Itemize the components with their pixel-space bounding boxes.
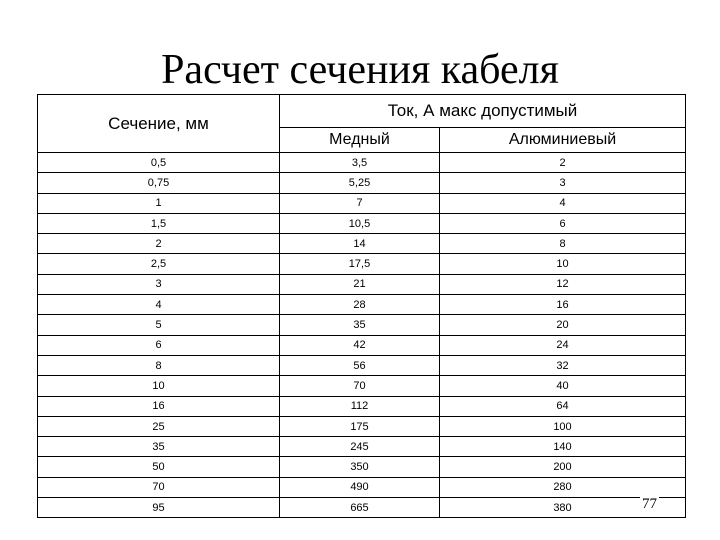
cell-aluminum: 2 [440, 153, 686, 173]
cell-copper: 42 [280, 335, 440, 355]
cell-section: 16 [38, 396, 280, 416]
cell-section: 8 [38, 355, 280, 375]
cell-aluminum: 8 [440, 234, 686, 254]
cable-section-table [37, 94, 686, 518]
cell-section: 3 [38, 274, 280, 294]
cell-section: 1 [38, 193, 280, 213]
cell-aluminum: 200 [440, 457, 686, 477]
table-row [38, 295, 686, 315]
table-row [38, 355, 686, 375]
cell-copper: 350 [280, 457, 440, 477]
cell-aluminum: 64 [440, 396, 686, 416]
cell-section: 70 [38, 477, 280, 497]
cell-aluminum: 40 [440, 376, 686, 396]
cell-section: 50 [38, 457, 280, 477]
cell-copper: 10,5 [280, 213, 440, 233]
cell-section: 4 [38, 295, 280, 315]
cell-copper: 70 [280, 376, 440, 396]
cell-section: 6 [38, 335, 280, 355]
cell-section: 2,5 [38, 254, 280, 274]
cell-section: 5 [38, 315, 280, 335]
page-number: 77 [642, 496, 657, 512]
table-row [38, 376, 686, 396]
cell-section: 0,5 [38, 153, 280, 173]
cell-aluminum: 3 [440, 173, 686, 193]
cell-section: 95 [38, 498, 280, 518]
cell-copper: 5,25 [280, 173, 440, 193]
cell-section: 25 [38, 416, 280, 436]
cell-aluminum: 280 [440, 477, 686, 497]
cell-copper: 14 [280, 234, 440, 254]
cell-aluminum: 4 [440, 193, 686, 213]
cell-aluminum: 24 [440, 335, 686, 355]
cell-copper: 35 [280, 315, 440, 335]
cell-section: 2 [38, 234, 280, 254]
cell-copper: 175 [280, 416, 440, 436]
cell-aluminum: 140 [440, 437, 686, 457]
table-body [38, 153, 686, 518]
cell-copper: 21 [280, 274, 440, 294]
table-row [38, 274, 686, 294]
cell-copper: 56 [280, 355, 440, 375]
cell-copper: 3,5 [280, 153, 440, 173]
table-row [38, 335, 686, 355]
cell-copper: 28 [280, 295, 440, 315]
cell-section: 0,75 [38, 173, 280, 193]
header-current: Ток, А макс допустимый [280, 95, 686, 128]
table-row [38, 213, 686, 233]
table-row [38, 396, 686, 416]
cell-section: 1,5 [38, 213, 280, 233]
table-row [38, 153, 686, 173]
cell-aluminum: 6 [440, 213, 686, 233]
cell-copper: 112 [280, 396, 440, 416]
cell-aluminum: 12 [440, 274, 686, 294]
table-row [38, 416, 686, 436]
table-row [38, 193, 686, 213]
cell-copper: 665 [280, 498, 440, 518]
header-copper: Медный [280, 128, 440, 153]
table-row [38, 498, 686, 518]
table-row [38, 437, 686, 457]
cell-aluminum: 100 [440, 416, 686, 436]
table-row [38, 173, 686, 193]
cell-copper: 245 [280, 437, 440, 457]
table-row [38, 457, 686, 477]
cell-copper: 490 [280, 477, 440, 497]
cell-copper: 17,5 [280, 254, 440, 274]
table-row [38, 315, 686, 335]
cell-aluminum: 10 [440, 254, 686, 274]
cell-aluminum: 16 [440, 295, 686, 315]
header-section: Сечение, мм [38, 95, 280, 153]
cell-aluminum: 20 [440, 315, 686, 335]
page-title: Расчет сечения кабеля [161, 47, 559, 93]
cell-aluminum: 32 [440, 355, 686, 375]
table-row [38, 477, 686, 497]
cell-aluminum: 380 [440, 498, 686, 518]
cell-section: 35 [38, 437, 280, 457]
cell-copper: 7 [280, 193, 440, 213]
table-row [38, 234, 686, 254]
header-aluminum: Алюминиевый [440, 128, 686, 153]
cell-section: 10 [38, 376, 280, 396]
table-row [38, 254, 686, 274]
